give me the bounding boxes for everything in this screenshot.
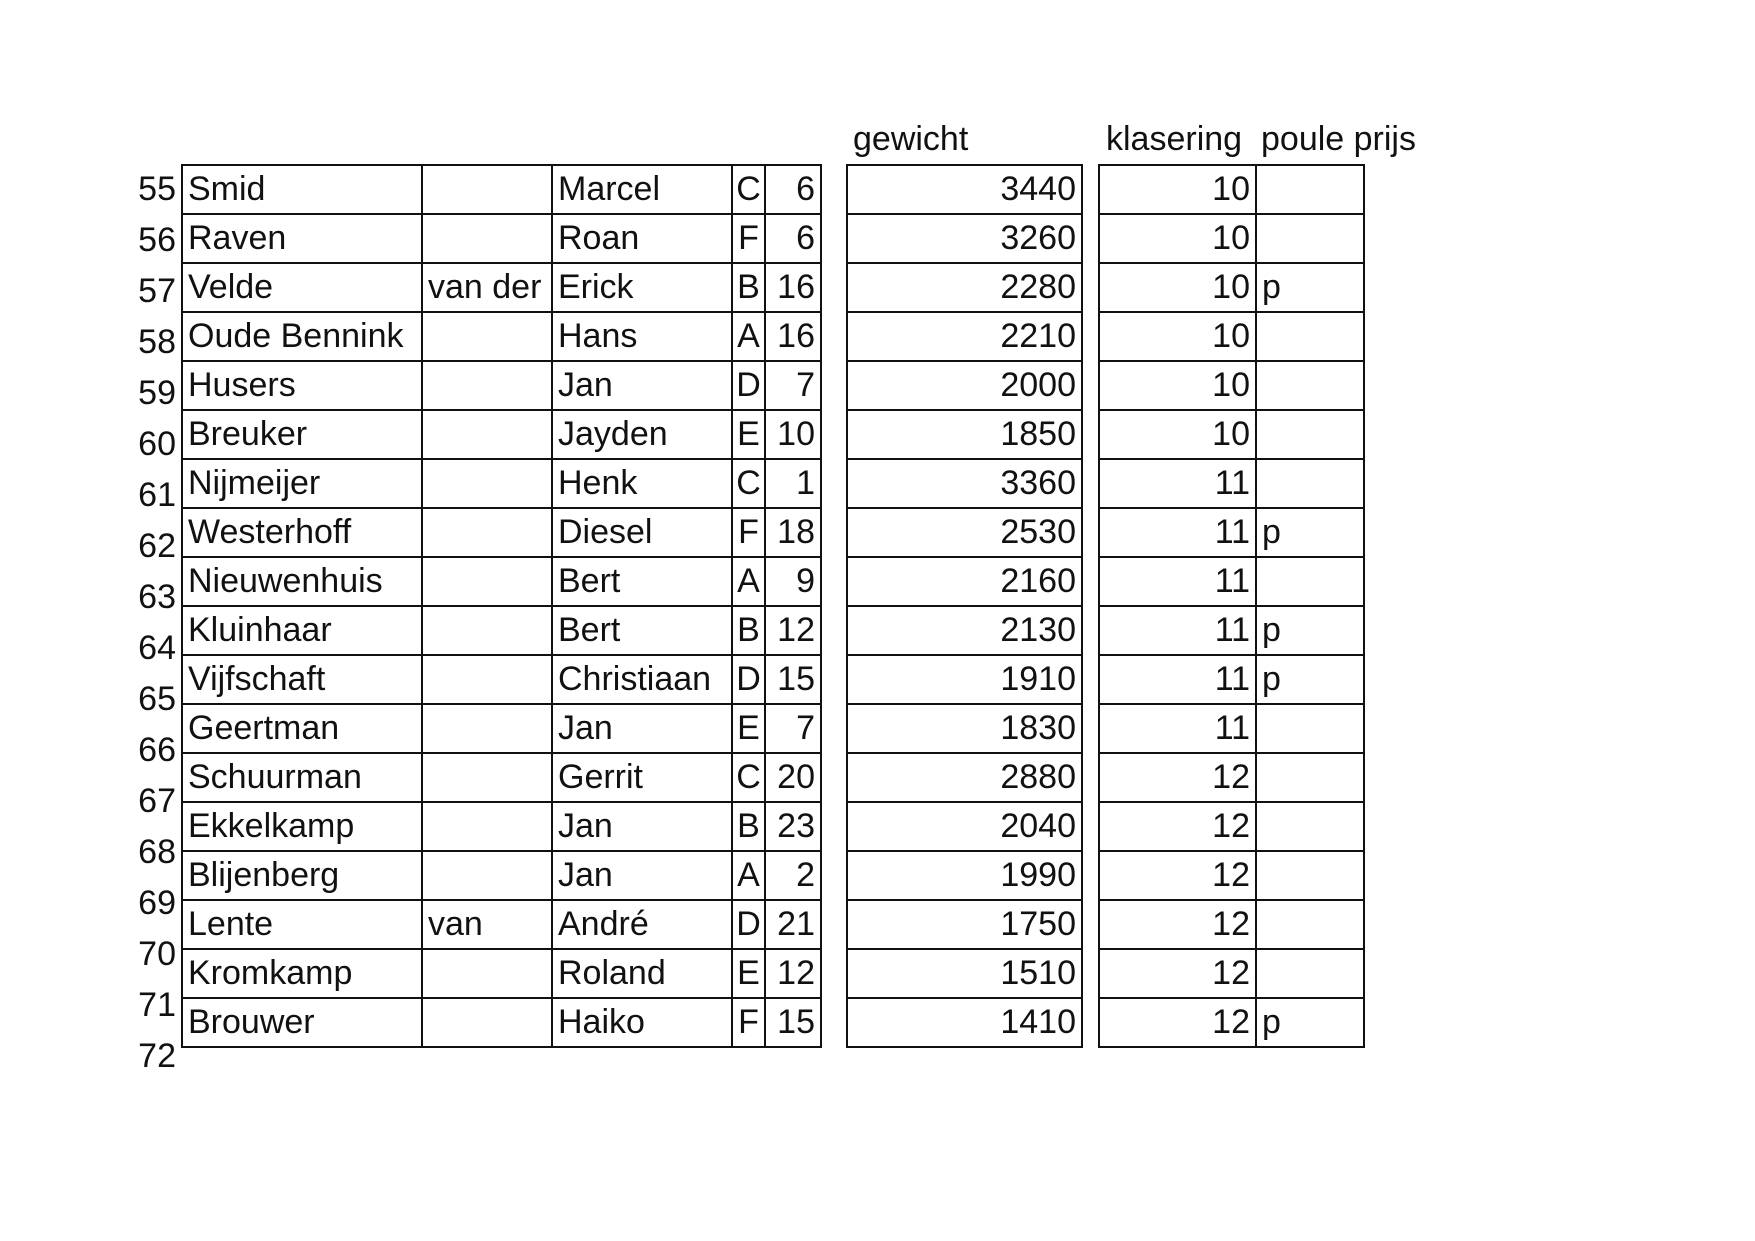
cell-klasering[interactable]: 12 — [1099, 900, 1256, 949]
cell-vak[interactable]: E — [732, 704, 765, 753]
cell-gewicht[interactable]: 2530 — [847, 508, 1082, 557]
table-row — [847, 165, 1082, 214]
cell-voornaam[interactable]: Christiaan — [552, 655, 732, 704]
cell-gewicht[interactable]: 2130 — [847, 606, 1082, 655]
cell-tussenvoegsel[interactable] — [422, 361, 552, 410]
table-row — [1099, 165, 1364, 214]
table-row — [847, 263, 1082, 312]
cell-achternaam[interactable]: Geertman — [182, 704, 422, 753]
table-row — [1099, 557, 1364, 606]
cell-vak[interactable]: A — [732, 851, 765, 900]
names-table — [181, 164, 822, 1048]
table-row — [182, 606, 821, 655]
cell-tussenvoegsel[interactable] — [422, 704, 552, 753]
cell-plaats[interactable]: 21 — [765, 900, 821, 949]
cell-achternaam[interactable]: Westerhoff — [182, 508, 422, 557]
cell-vak[interactable]: C — [732, 753, 765, 802]
cell-poule-prijs[interactable]: p — [1256, 508, 1364, 557]
cell-plaats[interactable]: 7 — [765, 704, 821, 753]
table-row — [847, 312, 1082, 361]
table-row — [847, 655, 1082, 704]
row-number: 58 — [138, 323, 176, 361]
cell-plaats[interactable]: 6 — [765, 214, 821, 263]
cell-vak[interactable]: D — [732, 900, 765, 949]
cell-plaats[interactable]: 12 — [765, 606, 821, 655]
cell-klasering[interactable]: 11 — [1099, 508, 1256, 557]
table-row — [1099, 753, 1364, 802]
cell-tussenvoegsel[interactable] — [422, 508, 552, 557]
cell-gewicht[interactable]: 1910 — [847, 655, 1082, 704]
table-row — [1099, 704, 1364, 753]
cell-voornaam[interactable]: Erick — [552, 263, 732, 312]
cell-achternaam[interactable]: Nijmeijer — [182, 459, 422, 508]
cell-gewicht[interactable]: 2210 — [847, 312, 1082, 361]
table-row — [847, 410, 1082, 459]
row-number: 55 — [138, 170, 176, 208]
cell-gewicht[interactable]: 1850 — [847, 410, 1082, 459]
cell-tussenvoegsel[interactable] — [422, 655, 552, 704]
cell-plaats[interactable]: 15 — [765, 998, 821, 1047]
cell-klasering[interactable]: 10 — [1099, 263, 1256, 312]
cell-gewicht[interactable]: 2040 — [847, 802, 1082, 851]
cell-voornaam[interactable]: Henk — [552, 459, 732, 508]
cell-voornaam[interactable]: André — [552, 900, 732, 949]
cell-vak[interactable]: B — [732, 802, 765, 851]
cell-achternaam[interactable]: Lente — [182, 900, 422, 949]
cell-plaats[interactable]: 7 — [765, 361, 821, 410]
table-row — [182, 753, 821, 802]
row-number: 61 — [138, 476, 176, 514]
cell-poule-prijs[interactable] — [1256, 459, 1364, 508]
cell-poule-prijs[interactable] — [1256, 214, 1364, 263]
cell-poule-prijs[interactable]: p — [1256, 606, 1364, 655]
header-gewicht: gewicht — [853, 120, 969, 158]
cell-klasering[interactable]: 11 — [1099, 459, 1256, 508]
cell-tussenvoegsel[interactable]: van der — [422, 263, 552, 312]
cell-achternaam[interactable]: Kluinhaar — [182, 606, 422, 655]
cell-klasering[interactable]: 12 — [1099, 851, 1256, 900]
table-row — [847, 949, 1082, 998]
cell-poule-prijs[interactable] — [1256, 851, 1364, 900]
cell-achternaam[interactable]: Oude Bennink — [182, 312, 422, 361]
cell-tussenvoegsel[interactable] — [422, 459, 552, 508]
cell-klasering[interactable]: 10 — [1099, 165, 1256, 214]
cell-tussenvoegsel[interactable] — [422, 949, 552, 998]
row-number: 57 — [138, 272, 176, 310]
table-row — [847, 557, 1082, 606]
cell-vak[interactable]: F — [732, 214, 765, 263]
row-numbers — [120, 164, 180, 1082]
cell-achternaam[interactable]: Blijenberg — [182, 851, 422, 900]
row-number: 65 — [138, 680, 176, 718]
row-number: 66 — [138, 731, 176, 769]
table-row — [182, 900, 821, 949]
row-number: 67 — [138, 782, 176, 820]
row-number: 63 — [138, 578, 176, 616]
cell-voornaam[interactable]: Roland — [552, 949, 732, 998]
cell-gewicht[interactable]: 2000 — [847, 361, 1082, 410]
cell-plaats[interactable]: 20 — [765, 753, 821, 802]
cell-klasering[interactable]: 10 — [1099, 410, 1256, 459]
cell-klasering[interactable]: 10 — [1099, 312, 1256, 361]
cell-gewicht[interactable]: 3260 — [847, 214, 1082, 263]
table-row — [847, 214, 1082, 263]
row-number: 59 — [138, 374, 176, 412]
row-number: 64 — [138, 629, 176, 667]
table-row — [182, 214, 821, 263]
cell-tussenvoegsel[interactable] — [422, 214, 552, 263]
cell-plaats[interactable]: 1 — [765, 459, 821, 508]
cell-gewicht[interactable]: 2280 — [847, 263, 1082, 312]
table-row — [1099, 410, 1364, 459]
cell-voornaam[interactable]: Jan — [552, 361, 732, 410]
table-row — [847, 704, 1082, 753]
cell-tussenvoegsel[interactable] — [422, 753, 552, 802]
cell-achternaam[interactable]: Breuker — [182, 410, 422, 459]
cell-poule-prijs[interactable]: p — [1256, 263, 1364, 312]
header-poule-prijs: poule prijs — [1261, 120, 1416, 158]
cell-vak[interactable]: E — [732, 949, 765, 998]
table-row — [1099, 361, 1364, 410]
cell-poule-prijs[interactable] — [1256, 165, 1364, 214]
cell-achternaam[interactable]: Nieuwenhuis — [182, 557, 422, 606]
cell-voornaam[interactable]: Jan — [552, 704, 732, 753]
cell-vak[interactable]: C — [732, 165, 765, 214]
cell-vak[interactable]: D — [732, 361, 765, 410]
cell-gewicht[interactable]: 1510 — [847, 949, 1082, 998]
cell-plaats[interactable]: 16 — [765, 263, 821, 312]
cell-vak[interactable]: E — [732, 410, 765, 459]
table-row — [847, 753, 1082, 802]
cell-plaats[interactable]: 15 — [765, 655, 821, 704]
table-row — [847, 802, 1082, 851]
table-row — [1099, 949, 1364, 998]
row-number: 62 — [138, 527, 176, 565]
cell-tussenvoegsel[interactable] — [422, 165, 552, 214]
table-row — [1099, 802, 1364, 851]
table-row — [847, 900, 1082, 949]
cell-gewicht[interactable]: 2880 — [847, 753, 1082, 802]
cell-poule-prijs[interactable]: p — [1256, 998, 1364, 1047]
table-row — [182, 557, 821, 606]
cell-poule-prijs[interactable] — [1256, 900, 1364, 949]
table-row — [847, 361, 1082, 410]
cell-tussenvoegsel[interactable] — [422, 998, 552, 1047]
table-row — [1099, 312, 1364, 361]
table-row — [1099, 851, 1364, 900]
cell-plaats[interactable]: 2 — [765, 851, 821, 900]
cell-voornaam[interactable]: Jayden — [552, 410, 732, 459]
cell-klasering[interactable]: 12 — [1099, 802, 1256, 851]
cell-vak[interactable]: D — [732, 655, 765, 704]
cell-voornaam[interactable]: Jan — [552, 802, 732, 851]
row-number: 70 — [138, 935, 176, 973]
table-row — [1099, 998, 1364, 1047]
table-row — [182, 704, 821, 753]
cell-voornaam[interactable]: Bert — [552, 606, 732, 655]
row-number: 68 — [138, 833, 176, 871]
cell-plaats[interactable]: 9 — [765, 557, 821, 606]
cell-achternaam[interactable]: Schuurman — [182, 753, 422, 802]
cell-poule-prijs[interactable] — [1256, 802, 1364, 851]
cell-gewicht[interactable]: 3440 — [847, 165, 1082, 214]
cell-klasering[interactable]: 11 — [1099, 655, 1256, 704]
row-number: 72 — [138, 1037, 176, 1075]
header-klasering: klasering — [1106, 120, 1243, 158]
table-row — [1099, 900, 1364, 949]
cell-achternaam[interactable]: Vijfschaft — [182, 655, 422, 704]
table-row — [1099, 606, 1364, 655]
cell-poule-prijs[interactable] — [1256, 704, 1364, 753]
row-number: 60 — [138, 425, 176, 463]
cell-achternaam[interactable]: Ekkelkamp — [182, 802, 422, 851]
cell-poule-prijs[interactable] — [1256, 410, 1364, 459]
table-row — [847, 606, 1082, 655]
cell-gewicht[interactable]: 1750 — [847, 900, 1082, 949]
row-number: 69 — [138, 884, 176, 922]
cell-voornaam[interactable]: Jan — [552, 851, 732, 900]
cell-achternaam[interactable]: Kromkamp — [182, 949, 422, 998]
cell-plaats[interactable]: 10 — [765, 410, 821, 459]
cell-tussenvoegsel[interactable]: van — [422, 900, 552, 949]
cell-achternaam[interactable]: Husers — [182, 361, 422, 410]
table-row — [1099, 214, 1364, 263]
cell-gewicht[interactable]: 1990 — [847, 851, 1082, 900]
table-row — [182, 851, 821, 900]
cell-tussenvoegsel[interactable] — [422, 312, 552, 361]
cell-achternaam[interactable]: Brouwer — [182, 998, 422, 1047]
cell-gewicht[interactable]: 1410 — [847, 998, 1082, 1047]
cell-klasering[interactable]: 12 — [1099, 949, 1256, 998]
cell-poule-prijs[interactable] — [1256, 361, 1364, 410]
cell-poule-prijs[interactable]: p — [1256, 655, 1364, 704]
cell-voornaam[interactable]: Bert — [552, 557, 732, 606]
cell-poule-prijs[interactable] — [1256, 557, 1364, 606]
cell-klasering[interactable]: 12 — [1099, 998, 1256, 1047]
cell-voornaam[interactable]: Hans — [552, 312, 732, 361]
table-row — [182, 410, 821, 459]
cell-tussenvoegsel[interactable] — [422, 802, 552, 851]
cell-tussenvoegsel[interactable] — [422, 557, 552, 606]
cell-vak[interactable]: A — [732, 557, 765, 606]
table-row — [182, 312, 821, 361]
cell-plaats[interactable]: 18 — [765, 508, 821, 557]
cell-tussenvoegsel[interactable] — [422, 410, 552, 459]
cell-voornaam[interactable]: Marcel — [552, 165, 732, 214]
row-number: 71 — [138, 986, 176, 1024]
table-row — [847, 508, 1082, 557]
table-row — [847, 459, 1082, 508]
cell-achternaam[interactable]: Smid — [182, 165, 422, 214]
cell-achternaam[interactable]: Raven — [182, 214, 422, 263]
cell-klasering[interactable]: 10 — [1099, 214, 1256, 263]
cell-vak[interactable]: F — [732, 998, 765, 1047]
table-row — [182, 165, 821, 214]
cell-vak[interactable]: F — [732, 508, 765, 557]
cell-voornaam[interactable]: Gerrit — [552, 753, 732, 802]
table-row — [847, 998, 1082, 1047]
table-row — [1099, 655, 1364, 704]
cell-tussenvoegsel[interactable] — [422, 606, 552, 655]
cell-vak[interactable]: B — [732, 263, 765, 312]
cell-klasering[interactable]: 10 — [1099, 361, 1256, 410]
cell-voornaam[interactable]: Roan — [552, 214, 732, 263]
table-row — [1099, 508, 1364, 557]
cell-voornaam[interactable]: Haiko — [552, 998, 732, 1047]
table-row — [182, 949, 821, 998]
table-row — [182, 459, 821, 508]
cell-plaats[interactable]: 6 — [765, 165, 821, 214]
cell-plaats[interactable]: 16 — [765, 312, 821, 361]
cell-klasering[interactable]: 11 — [1099, 704, 1256, 753]
cell-gewicht[interactable]: 3360 — [847, 459, 1082, 508]
cell-vak[interactable]: C — [732, 459, 765, 508]
table-row — [182, 263, 821, 312]
table-row — [1099, 459, 1364, 508]
table-row — [1099, 263, 1364, 312]
cell-vak[interactable]: B — [732, 606, 765, 655]
cell-klasering[interactable]: 12 — [1099, 753, 1256, 802]
cell-voornaam[interactable]: Diesel — [552, 508, 732, 557]
table-row — [182, 998, 821, 1047]
table-row — [182, 802, 821, 851]
weight-table — [846, 164, 1083, 1048]
ranking-table — [1098, 164, 1365, 1048]
table-row — [182, 655, 821, 704]
cell-klasering[interactable]: 11 — [1099, 606, 1256, 655]
cell-plaats[interactable]: 12 — [765, 949, 821, 998]
table-row — [182, 361, 821, 410]
cell-poule-prijs[interactable] — [1256, 949, 1364, 998]
row-number: 56 — [138, 221, 176, 259]
cell-tussenvoegsel[interactable] — [422, 851, 552, 900]
table-row — [847, 851, 1082, 900]
cell-klasering[interactable]: 11 — [1099, 557, 1256, 606]
cell-gewicht[interactable]: 1830 — [847, 704, 1082, 753]
cell-achternaam[interactable]: Velde — [182, 263, 422, 312]
table-row — [182, 508, 821, 557]
cell-poule-prijs[interactable] — [1256, 312, 1364, 361]
cell-gewicht[interactable]: 2160 — [847, 557, 1082, 606]
cell-plaats[interactable]: 23 — [765, 802, 821, 851]
cell-vak[interactable]: A — [732, 312, 765, 361]
cell-poule-prijs[interactable] — [1256, 753, 1364, 802]
